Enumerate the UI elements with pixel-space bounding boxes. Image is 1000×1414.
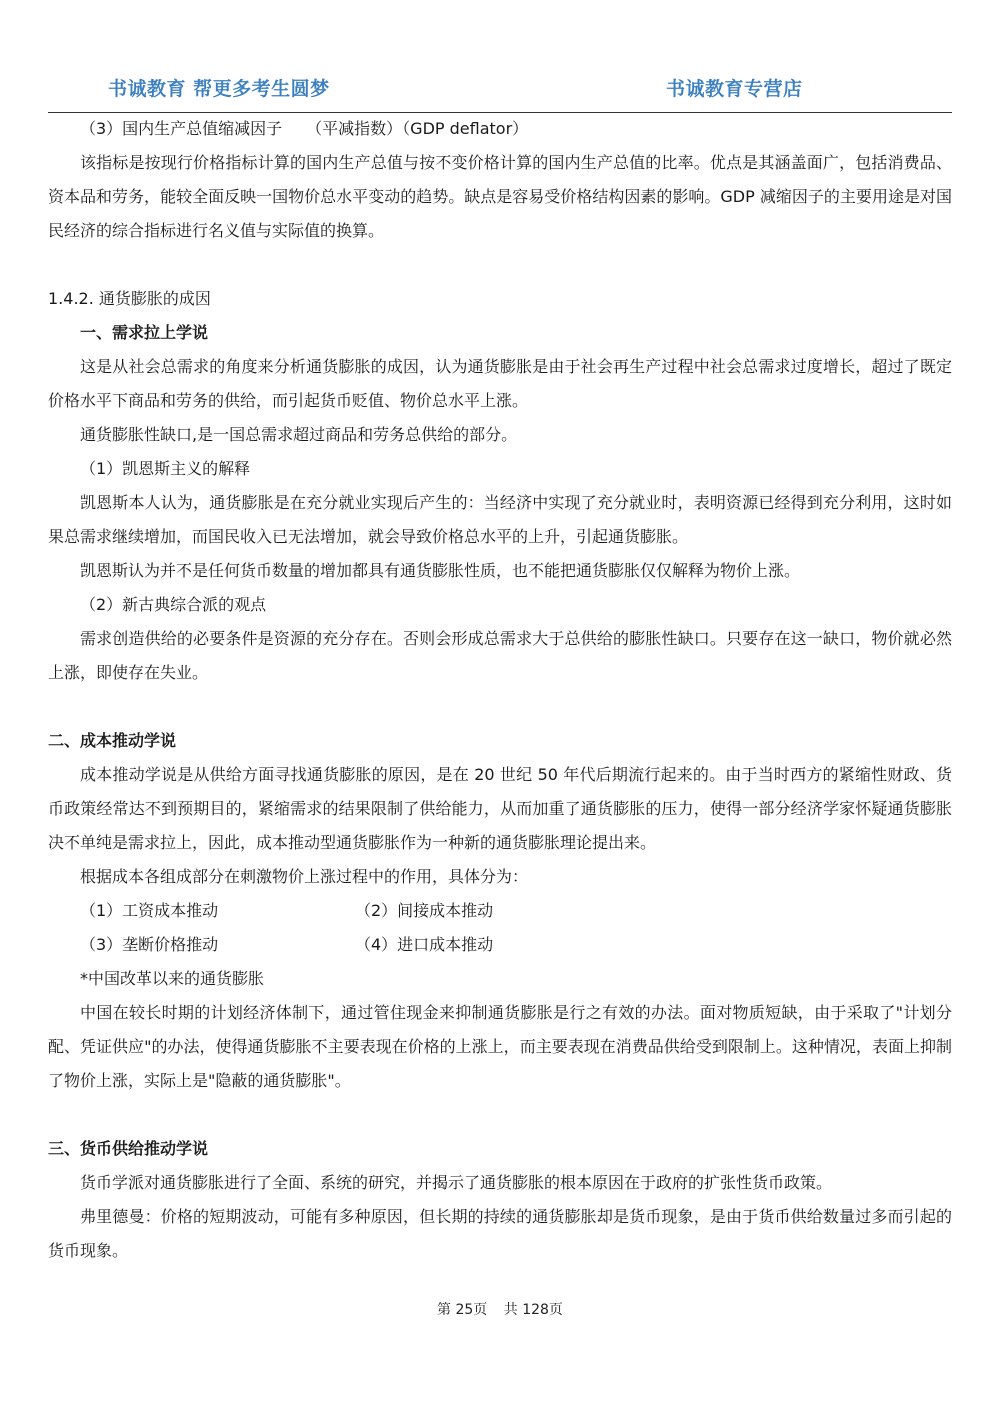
paragraph: 凯恩斯认为并不是任何货币数量的增加都具有通货膨胀性质，也不能把通货膨胀仅仅解释为物价上涨。 — [80, 561, 801, 580]
paragraph: 弗里德曼：价格的短期波动，可能有多种原因，但长期的持续的通货膨胀却是货币现象，是由于货币供给数量过多而引起的货币现象。 — [48, 1207, 952, 1260]
list-row — [48, 928, 952, 962]
paragraph: 货币学派对通货膨胀进行了全面、系统的研究，并揭示了通货膨胀的根本原因在于政府的扩张性货币政策。 — [80, 1173, 833, 1192]
list-item: （3）垄断价格推动 — [80, 935, 219, 954]
paragraph: 根据成本各组成部分在刺激物价上涨过程中的作用，具体分为： — [80, 867, 529, 886]
list-item: （1）工资成本推动 — [80, 901, 219, 920]
list-item: （4）进口成本推动 — [355, 935, 494, 954]
page-number: 第 25页 — [437, 1302, 488, 1318]
paragraph: 通货膨胀性缺口,是一国总需求超过商品和劳务总供给的部分。 — [80, 425, 518, 444]
header-slogan: 书诚教育 帮更多考生圆梦 — [108, 78, 330, 100]
list-item: （2）间接成本推动 — [355, 901, 494, 920]
section-heading: 1.4.2. 通货膨胀的成因 — [48, 289, 211, 308]
list-row — [48, 894, 952, 928]
paragraph: 这是从社会总需求的角度来分析通货膨胀的成因，认为通货膨胀是由于社会再生产过程中社会总需求过度增长，超过了既定价格水平下商品和劳务的供给，而引起货币贬值、物价总水平上涨。 — [48, 357, 952, 410]
page-header — [48, 70, 952, 113]
spacer — [48, 690, 952, 724]
paragraph: 凯恩斯本人认为，通货膨胀是在充分就业实现后产生的：当经济中实现了充分就业时，表明资源已经得到充分利用，这时如果总需求继续增加，而国民收入已无法增加，就会导致价格总水平的上升，引起通货膨胀。 — [48, 493, 952, 546]
paragraph: 该指标是按现行价格指标计算的国内生产总值与按不变价格计算的国内生产总值的比率。优点是其涵盖面广，包括消费品、资本品和劳务，能较全面反映一国物价总水平变动的趋势。缺点是容易受价格结构因素的影响。GDP 减缩因子的主要用途是对国民经济的综合指标进行名义值与实际值的换算。 — [48, 153, 952, 240]
page-footer — [0, 1299, 1000, 1319]
subsection-heading: 三、货币供给推动学说 — [48, 1139, 209, 1158]
spacer — [48, 248, 952, 282]
page-total: 共 128页 — [503, 1302, 563, 1318]
indicator-heading: （3）国内生产总值缩减因子 （平减指数）（GDP deflator） — [80, 119, 529, 138]
document-body — [48, 112, 952, 1268]
subsection-heading: 一、需求拉上学说 — [80, 323, 209, 342]
paragraph: 成本推动学说是从供给方面寻找通货膨胀的原因，是在 20 世纪 50 年代后期流行起来的。由于当时西方的紧缩性财政、货币政策经常达不到预期目的，紧缩需求的结果限制了供给能力，从而加重了通货膨胀的压力，使得一部分经济学家怀疑通货膨胀决不单纯是需求拉上，因此，成本推动型通货膨胀作为一种新的通货膨胀理论提出来。 — [48, 765, 952, 852]
list-heading: （2）新古典综合派的观点 — [80, 595, 267, 614]
subsection-heading: 二、成本推动学说 — [48, 731, 177, 750]
paragraph: 中国在较长时期的计划经济体制下，通过管住现金来抑制通货膨胀是行之有效的办法。面对物质短缺，由于采取了"计划分配、凭证供应"的办法，使得通货膨胀不主要表现在价格的上涨上，而主要表现在消费品供给受到限制上。这种情况，表面上抑制了物价上涨，实际上是"隐蔽的通货膨胀"。 — [48, 1003, 952, 1090]
paragraph: 需求创造供给的必要条件是资源的充分存在。否则会形成总需求大于总供给的膨胀性缺口。只要存在这一缺口，物价就必然上涨，即使存在失业。 — [48, 629, 952, 682]
list-heading: （1）凯恩斯主义的解释 — [80, 459, 251, 478]
header-store-name: 书诚教育专营店 — [666, 78, 803, 100]
spacer — [48, 1098, 952, 1132]
note-heading: *中国改革以来的通货膨胀 — [80, 969, 265, 988]
